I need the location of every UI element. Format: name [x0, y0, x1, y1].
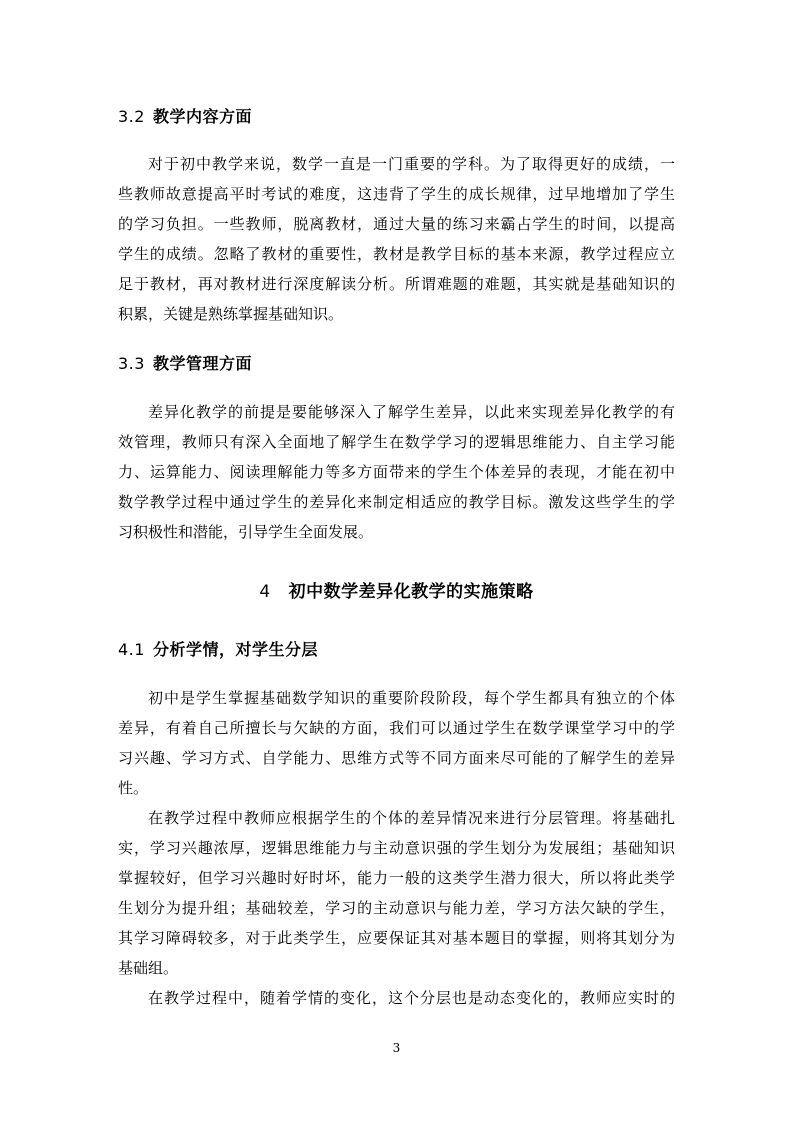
- paragraph-4-1-b: [118, 803, 675, 983]
- paragraph-4-1-a: [118, 683, 675, 803]
- paragraph-line: 习积极性和潜能，引导学生全面发展。: [118, 523, 374, 541]
- paragraph-line: 掌握较好，但学习兴趣时好时坏，能力一般的这类学生潜力很大，所以将此类学: [118, 869, 675, 887]
- chapter-heading-4: [118, 577, 675, 602]
- paragraph-line: 差异，有着自己所擅长与欠缺的方面，我们可以通过学生在数学课堂学习中的学: [118, 719, 675, 737]
- paragraph-line: 差异化教学的前提是要能够深入了解学生差异，以此来实现差异化教学的有: [148, 403, 675, 421]
- paragraph-line: 足于教材，再对教材进行深度解读分析。所谓难题的难题，其实就是基础知识的: [118, 275, 675, 293]
- paragraph-line: 力、运算能力、阅读理解能力等多方面带来的学生个体差异的表现，才能在初中: [118, 463, 675, 481]
- chapter-number: 4: [259, 582, 271, 602]
- paragraph-line: 在教学过程中，随着学情的变化，这个分层也是动态变化的，教师应实时的: [148, 989, 675, 1007]
- paragraph-line: 基础组。: [118, 959, 179, 977]
- section-heading-4-1: [118, 637, 318, 660]
- paragraph-line: 积累，关键是熟练掌握基础知识。: [118, 305, 344, 323]
- paragraph-3-2: [118, 149, 675, 329]
- paragraph-line: 对于初中教学来说，数学一直是一门重要的学科。为了取得更好的成绩，一: [148, 155, 675, 173]
- paragraph-line: 生划分为提升组；基础较差，学习的主动意识与能力差，学习方法欠缺的学生，: [118, 899, 675, 917]
- section-title: 教学管理方面: [152, 354, 252, 373]
- section-title: 教学内容方面: [152, 107, 252, 126]
- paragraph-3-3: [118, 397, 675, 547]
- section-number: 3.3: [118, 354, 145, 373]
- paragraph-4-1-c: [118, 983, 675, 1013]
- section-title: 分析学情，对学生分层: [152, 640, 318, 659]
- chapter-title: 初中数学差异化教学的实施策略: [288, 582, 534, 602]
- section-heading-3-3: [118, 351, 252, 374]
- section-number: 4.1: [118, 640, 145, 659]
- paragraph-line: 学生的成绩。忽略了教材的重要性，教材是教学目标的基本来源，教学过程应立: [118, 245, 675, 263]
- paragraph-line: 其学习障碍较多，对于此类学生，应要保证其对基本题目的掌握，则将其划分为: [118, 929, 675, 947]
- paragraph-line: 习兴趣、学习方式、自学能力、思维方式等不同方面来尽可能的了解学生的差异: [118, 749, 675, 767]
- paragraph-line: 些教师故意提高平时考试的难度，这违背了学生的成长规律，过早地增加了学生: [118, 185, 675, 203]
- paragraph-line: 的学习负担。一些教师，脱离教材，通过大量的练习来霸占学生的时间，以提高: [118, 215, 675, 233]
- paragraph-line: 数学教学过程中通过学生的差异化来制定相适应的教学目标。激发这些学生的学: [118, 493, 675, 511]
- paragraph-line: 实，学习兴趣浓厚，逻辑思维能力与主动意识强的学生划分为发展组；基础知识: [118, 839, 675, 857]
- page-number: 3: [392, 1041, 401, 1055]
- section-heading-3-2: [118, 104, 252, 127]
- paragraph-line: 初中是学生掌握基础数学知识的重要阶段阶段，每个学生都具有独立的个体: [148, 689, 675, 707]
- paragraph-line: 性。: [118, 779, 149, 797]
- paragraph-line: 在教学过程中教师应根据学生的个体的差异情况来进行分层管理。将基础扎: [148, 809, 675, 827]
- section-number: 3.2: [118, 107, 145, 126]
- paragraph-line: 效管理，教师只有深入全面地了解学生在数学学习的逻辑思维能力、自主学习能: [118, 433, 675, 451]
